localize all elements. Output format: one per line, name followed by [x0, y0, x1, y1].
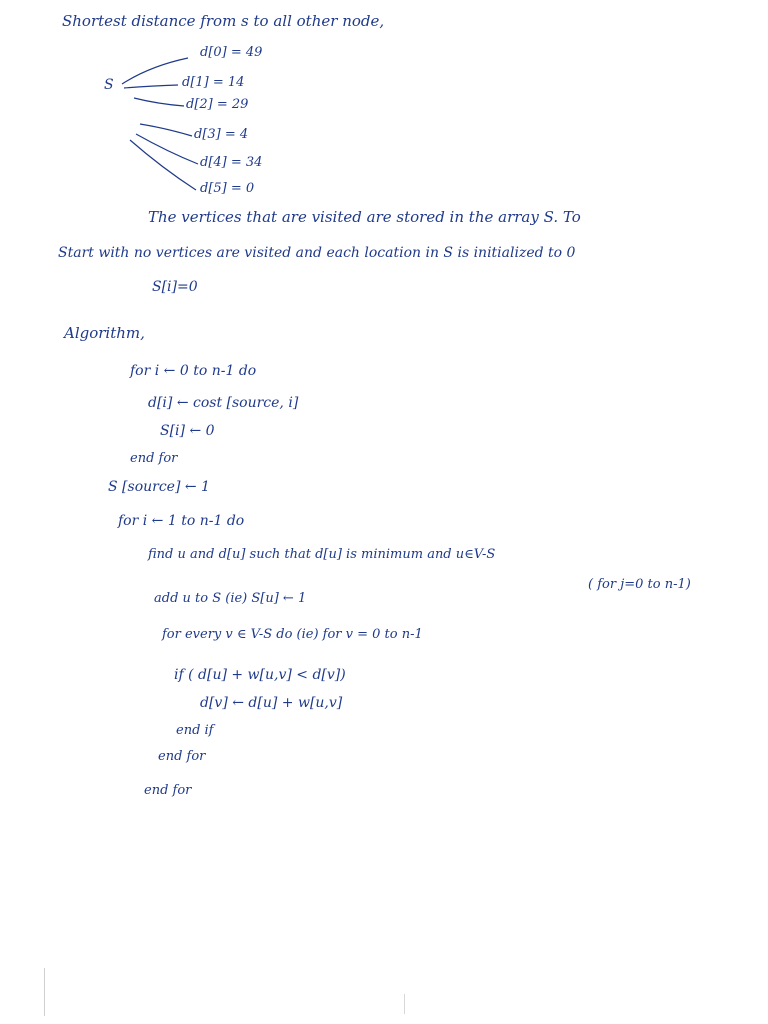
branch-line-4 — [136, 134, 198, 164]
distance-line: d[5] = 0 — [200, 181, 255, 196]
branch-line-5 — [130, 140, 196, 190]
branch-line-3 — [140, 124, 192, 136]
algorithm-line: end for — [130, 451, 178, 466]
algorithm-line: d[v] ← d[u] + w[u,v] — [200, 695, 343, 711]
branch-line-0 — [122, 58, 188, 84]
margin-mark — [404, 994, 405, 1014]
algorithm-line: S [source] ← 1 — [108, 479, 210, 495]
distance-line: d[1] = 14 — [182, 75, 245, 90]
algorithm-line: for every v ∈ V-S do (ie) for v = 0 to n-1 — [162, 627, 423, 642]
paragraph-line-1: The vertices that are visited are stored in the array S. To — [148, 208, 581, 226]
distance-line: d[2] = 29 — [186, 97, 249, 112]
algorithm-line: S[i] ← 0 — [160, 423, 215, 439]
algorithm-line: end for — [158, 749, 206, 764]
algorithm-line: end if — [176, 723, 214, 738]
distance-line: d[3] = 4 — [194, 127, 249, 142]
paragraph-line-3: S[i]=0 — [152, 279, 198, 295]
paragraph-line-2: Start with no vertices are visited and each location in S is initialized to 0 — [58, 245, 576, 261]
algorithm-line: for i ← 0 to n-1 do — [130, 363, 257, 379]
distance-line: d[0] = 49 — [200, 45, 263, 60]
algorithm-line: add u to S (ie) S[u] ← 1 — [154, 591, 307, 606]
branch-line-1 — [124, 85, 178, 88]
branch-line-2 — [134, 98, 184, 106]
heading: Shortest distance from s to all other node, — [62, 12, 385, 30]
algorithm-line: for i ← 1 to n-1 do — [118, 513, 245, 529]
margin-mark — [44, 968, 45, 1016]
algorithm-line: find u and d[u] such that d[u] is minimum and u∈V-S — [148, 547, 496, 562]
distance-line: d[4] = 34 — [200, 155, 263, 170]
algorithm-line: d[i] ← cost [source, i] — [148, 395, 299, 411]
algorithm-line: ( for j=0 to n-1) — [588, 577, 691, 592]
algorithm-line: if ( d[u] + w[u,v] < d[v]) — [174, 667, 346, 683]
algorithm-line: end for — [144, 783, 192, 798]
algorithm-title: Algorithm, — [64, 324, 145, 342]
source-node-label: S — [104, 77, 114, 93]
